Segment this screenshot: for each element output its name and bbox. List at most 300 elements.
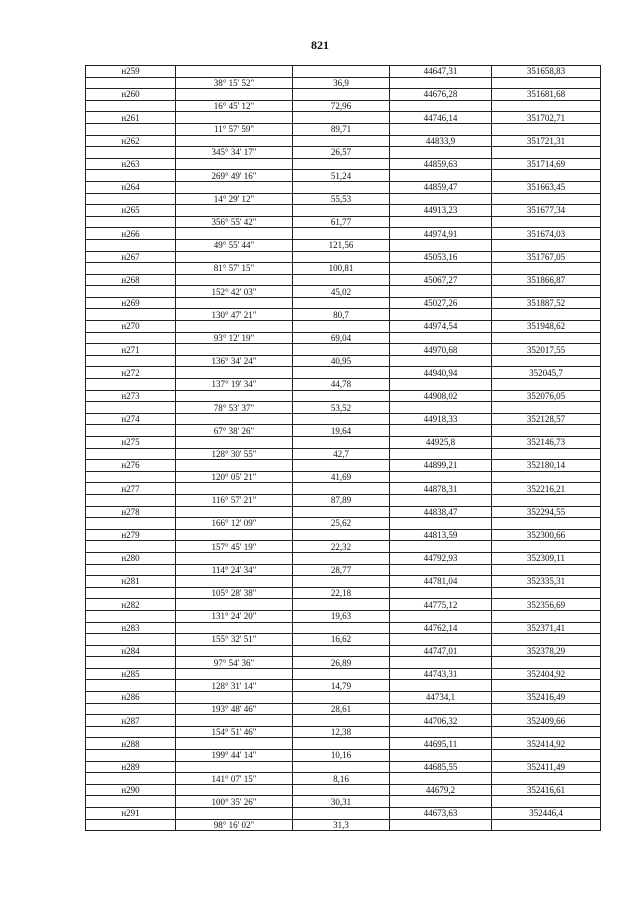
point-x: 45053,16: [390, 251, 492, 263]
segment-angle: 120° 05' 21": [176, 471, 293, 483]
coordinates-table: [85, 65, 601, 831]
empty-name-cell: [86, 286, 176, 298]
empty-name-cell: [86, 819, 176, 831]
empty-name-cell: [86, 634, 176, 646]
empty-name-cell: [86, 77, 176, 89]
empty-y-cell: [492, 471, 601, 483]
empty-name-cell: [86, 379, 176, 391]
empty-name-cell: [86, 587, 176, 599]
point-x: 45027,26: [390, 297, 492, 309]
segment-row: [86, 77, 601, 89]
empty-x-cell: [390, 494, 492, 506]
empty-x-cell: [390, 796, 492, 808]
segment-length: 22,18: [293, 587, 390, 599]
empty-length-cell: [293, 89, 390, 101]
empty-angle-cell: [176, 738, 293, 750]
segment-angle: 136° 34' 24": [176, 355, 293, 367]
segment-length: 72,96: [293, 100, 390, 112]
empty-length-cell: [293, 66, 390, 78]
point-row: [86, 761, 601, 773]
empty-x-cell: [390, 425, 492, 437]
point-y: 352414,92: [492, 738, 601, 750]
empty-length-cell: [293, 483, 390, 495]
empty-y-cell: [492, 726, 601, 738]
point-x: 44970,68: [390, 344, 492, 356]
empty-y-cell: [492, 819, 601, 831]
empty-y-cell: [492, 494, 601, 506]
empty-x-cell: [390, 123, 492, 135]
point-row: [86, 437, 601, 449]
point-x: 44746,14: [390, 112, 492, 124]
point-y: 352416,49: [492, 692, 601, 704]
point-row: [86, 576, 601, 588]
point-y: 351866,87: [492, 274, 601, 286]
point-y: 351681,68: [492, 89, 601, 101]
segment-length: 40,95: [293, 355, 390, 367]
empty-y-cell: [492, 309, 601, 321]
point-x: 44859,63: [390, 158, 492, 170]
empty-length-cell: [293, 367, 390, 379]
empty-name-cell: [86, 541, 176, 553]
empty-name-cell: [86, 703, 176, 715]
empty-x-cell: [390, 750, 492, 762]
segment-length: 121,56: [293, 239, 390, 251]
empty-angle-cell: [176, 645, 293, 657]
coordinates-table-body: [86, 66, 601, 831]
empty-length-cell: [293, 390, 390, 402]
segment-angle: 98° 16' 02": [176, 819, 293, 831]
empty-x-cell: [390, 773, 492, 785]
empty-y-cell: [492, 634, 601, 646]
segment-angle: 193° 48' 46": [176, 703, 293, 715]
point-name: н290: [86, 784, 176, 796]
empty-y-cell: [492, 193, 601, 205]
segment-angle: 157° 45' 19": [176, 541, 293, 553]
segment-row: [86, 355, 601, 367]
empty-length-cell: [293, 135, 390, 147]
point-y: 352356,69: [492, 599, 601, 611]
point-y: 351721,31: [492, 135, 601, 147]
empty-name-cell: [86, 494, 176, 506]
segment-length: 44,78: [293, 379, 390, 391]
point-name: н264: [86, 181, 176, 193]
empty-y-cell: [492, 286, 601, 298]
segment-length: 30,31: [293, 796, 390, 808]
empty-angle-cell: [176, 112, 293, 124]
point-y: 352416,61: [492, 784, 601, 796]
empty-length-cell: [293, 413, 390, 425]
empty-angle-cell: [176, 135, 293, 147]
point-row: [86, 715, 601, 727]
segment-row: [86, 634, 601, 646]
segment-row: [86, 494, 601, 506]
empty-length-cell: [293, 784, 390, 796]
empty-x-cell: [390, 471, 492, 483]
segment-angle: 16° 45' 12": [176, 100, 293, 112]
segment-row: [86, 587, 601, 599]
empty-name-cell: [86, 123, 176, 135]
point-x: 44747,01: [390, 645, 492, 657]
point-row: [86, 112, 601, 124]
point-row: [86, 692, 601, 704]
empty-length-cell: [293, 692, 390, 704]
empty-angle-cell: [176, 413, 293, 425]
segment-length: 80,7: [293, 309, 390, 321]
point-x: 44695,11: [390, 738, 492, 750]
empty-angle-cell: [176, 784, 293, 796]
point-row: [86, 784, 601, 796]
point-name: н265: [86, 205, 176, 217]
empty-length-cell: [293, 715, 390, 727]
point-row: [86, 599, 601, 611]
segment-length: 26,89: [293, 657, 390, 669]
segment-length: 8,16: [293, 773, 390, 785]
point-name: н283: [86, 622, 176, 634]
empty-length-cell: [293, 181, 390, 193]
point-x: 44899,21: [390, 460, 492, 472]
point-name: н262: [86, 135, 176, 147]
segment-length: 51,24: [293, 170, 390, 182]
point-y: 352378,29: [492, 645, 601, 657]
point-x: 44908,02: [390, 390, 492, 402]
empty-length-cell: [293, 576, 390, 588]
empty-length-cell: [293, 344, 390, 356]
empty-x-cell: [390, 170, 492, 182]
empty-angle-cell: [176, 390, 293, 402]
point-y: 352309,11: [492, 552, 601, 564]
empty-name-cell: [86, 170, 176, 182]
point-y: 351948,62: [492, 321, 601, 333]
empty-angle-cell: [176, 181, 293, 193]
segment-angle: 141° 07' 15": [176, 773, 293, 785]
segment-row: [86, 170, 601, 182]
point-y: 352216,21: [492, 483, 601, 495]
segment-angle: 152° 42' 03": [176, 286, 293, 298]
point-x: 44792,93: [390, 552, 492, 564]
empty-angle-cell: [176, 228, 293, 240]
empty-length-cell: [293, 738, 390, 750]
point-name: н279: [86, 529, 176, 541]
segment-angle: 93° 12' 19": [176, 332, 293, 344]
segment-angle: 356° 55' 42": [176, 216, 293, 228]
empty-y-cell: [492, 773, 601, 785]
segment-length: 26,57: [293, 147, 390, 159]
empty-length-cell: [293, 437, 390, 449]
point-y: 352404,92: [492, 668, 601, 680]
empty-name-cell: [86, 309, 176, 321]
empty-y-cell: [492, 448, 601, 460]
segment-length: 45,02: [293, 286, 390, 298]
point-x: 44925,8: [390, 437, 492, 449]
point-name: н285: [86, 668, 176, 680]
point-x: 44775,12: [390, 599, 492, 611]
point-row: [86, 89, 601, 101]
empty-name-cell: [86, 471, 176, 483]
empty-angle-cell: [176, 692, 293, 704]
empty-x-cell: [390, 239, 492, 251]
empty-y-cell: [492, 610, 601, 622]
point-name: н278: [86, 506, 176, 518]
point-x: 44878,31: [390, 483, 492, 495]
point-y: 352411,49: [492, 761, 601, 773]
empty-x-cell: [390, 587, 492, 599]
empty-x-cell: [390, 309, 492, 321]
point-row: [86, 367, 601, 379]
segment-length: 19,63: [293, 610, 390, 622]
point-name: н271: [86, 344, 176, 356]
empty-name-cell: [86, 657, 176, 669]
point-x: 44918,33: [390, 413, 492, 425]
point-name: н263: [86, 158, 176, 170]
empty-y-cell: [492, 402, 601, 414]
empty-name-cell: [86, 216, 176, 228]
empty-length-cell: [293, 112, 390, 124]
empty-y-cell: [492, 657, 601, 669]
segment-row: [86, 425, 601, 437]
point-y: 352045,7: [492, 367, 601, 379]
point-name: н261: [86, 112, 176, 124]
empty-name-cell: [86, 402, 176, 414]
empty-x-cell: [390, 332, 492, 344]
point-x: 44706,32: [390, 715, 492, 727]
empty-name-cell: [86, 239, 176, 251]
empty-x-cell: [390, 726, 492, 738]
empty-y-cell: [492, 170, 601, 182]
point-y: 351674,03: [492, 228, 601, 240]
segment-row: [86, 263, 601, 275]
point-x: 45067,27: [390, 274, 492, 286]
segment-row: [86, 286, 601, 298]
point-x: 44676,28: [390, 89, 492, 101]
empty-name-cell: [86, 680, 176, 692]
empty-name-cell: [86, 726, 176, 738]
segment-angle: 116° 57' 21": [176, 494, 293, 506]
point-name: н270: [86, 321, 176, 333]
point-row: [86, 297, 601, 309]
point-row: [86, 228, 601, 240]
point-name: н287: [86, 715, 176, 727]
empty-angle-cell: [176, 274, 293, 286]
empty-y-cell: [492, 703, 601, 715]
point-y: 351714,69: [492, 158, 601, 170]
segment-row: [86, 239, 601, 251]
point-row: [86, 506, 601, 518]
point-y: 351702,71: [492, 112, 601, 124]
empty-x-cell: [390, 100, 492, 112]
segment-angle: 154° 51' 46": [176, 726, 293, 738]
empty-angle-cell: [176, 622, 293, 634]
empty-x-cell: [390, 402, 492, 414]
segment-row: [86, 309, 601, 321]
empty-x-cell: [390, 634, 492, 646]
empty-angle-cell: [176, 599, 293, 611]
segment-row: [86, 147, 601, 159]
empty-name-cell: [86, 610, 176, 622]
point-x: 44679,2: [390, 784, 492, 796]
empty-length-cell: [293, 529, 390, 541]
empty-x-cell: [390, 147, 492, 159]
empty-x-cell: [390, 448, 492, 460]
empty-y-cell: [492, 425, 601, 437]
segment-length: 42,7: [293, 448, 390, 460]
empty-y-cell: [492, 680, 601, 692]
point-row: [86, 66, 601, 78]
empty-name-cell: [86, 147, 176, 159]
segment-row: [86, 100, 601, 112]
empty-angle-cell: [176, 715, 293, 727]
point-row: [86, 390, 601, 402]
point-y: 351663,45: [492, 181, 601, 193]
point-row: [86, 483, 601, 495]
point-name: н268: [86, 274, 176, 286]
empty-length-cell: [293, 808, 390, 820]
point-row: [86, 181, 601, 193]
segment-length: 22,32: [293, 541, 390, 553]
point-name: н269: [86, 297, 176, 309]
segment-angle: 81° 57' 15": [176, 263, 293, 275]
point-name: н272: [86, 367, 176, 379]
segment-angle: 128° 30' 55": [176, 448, 293, 460]
empty-angle-cell: [176, 344, 293, 356]
point-name: н267: [86, 251, 176, 263]
point-name: н289: [86, 761, 176, 773]
segment-angle: 114° 24' 34": [176, 564, 293, 576]
empty-y-cell: [492, 750, 601, 762]
point-name: н291: [86, 808, 176, 820]
segment-length: 69,04: [293, 332, 390, 344]
point-y: 352335,31: [492, 576, 601, 588]
empty-y-cell: [492, 379, 601, 391]
empty-x-cell: [390, 819, 492, 831]
empty-angle-cell: [176, 808, 293, 820]
segment-angle: 345° 34' 17": [176, 147, 293, 159]
segment-row: [86, 193, 601, 205]
segment-row: [86, 518, 601, 530]
empty-length-cell: [293, 251, 390, 263]
empty-angle-cell: [176, 89, 293, 101]
point-name: н286: [86, 692, 176, 704]
point-name: н284: [86, 645, 176, 657]
empty-name-cell: [86, 448, 176, 460]
segment-row: [86, 726, 601, 738]
empty-x-cell: [390, 541, 492, 553]
empty-x-cell: [390, 610, 492, 622]
empty-length-cell: [293, 599, 390, 611]
point-y: 351887,52: [492, 297, 601, 309]
empty-y-cell: [492, 564, 601, 576]
empty-x-cell: [390, 657, 492, 669]
segment-angle: 67° 38' 26": [176, 425, 293, 437]
empty-name-cell: [86, 750, 176, 762]
point-name: н266: [86, 228, 176, 240]
segment-row: [86, 541, 601, 553]
empty-name-cell: [86, 355, 176, 367]
point-name: н277: [86, 483, 176, 495]
point-x: 44813,59: [390, 529, 492, 541]
point-row: [86, 808, 601, 820]
empty-angle-cell: [176, 297, 293, 309]
segment-angle: 166° 12' 09": [176, 518, 293, 530]
point-row: [86, 413, 601, 425]
point-name: н273: [86, 390, 176, 402]
empty-angle-cell: [176, 761, 293, 773]
empty-x-cell: [390, 77, 492, 89]
point-name: н276: [86, 460, 176, 472]
point-row: [86, 529, 601, 541]
empty-angle-cell: [176, 483, 293, 495]
point-y: 352017,55: [492, 344, 601, 356]
segment-length: 87,89: [293, 494, 390, 506]
empty-name-cell: [86, 193, 176, 205]
empty-name-cell: [86, 796, 176, 808]
empty-x-cell: [390, 216, 492, 228]
segment-row: [86, 819, 601, 831]
empty-length-cell: [293, 460, 390, 472]
segment-length: 55,53: [293, 193, 390, 205]
segment-row: [86, 471, 601, 483]
empty-x-cell: [390, 286, 492, 298]
segment-row: [86, 216, 601, 228]
point-y: 352446,4: [492, 808, 601, 820]
segment-length: 31,3: [293, 819, 390, 831]
point-x: 44859,47: [390, 181, 492, 193]
empty-name-cell: [86, 100, 176, 112]
empty-angle-cell: [176, 321, 293, 333]
empty-x-cell: [390, 680, 492, 692]
point-x: 44838,47: [390, 506, 492, 518]
empty-y-cell: [492, 587, 601, 599]
point-x: 44974,54: [390, 321, 492, 333]
point-row: [86, 460, 601, 472]
segment-angle: 38° 15' 52": [176, 77, 293, 89]
point-x: 44734,1: [390, 692, 492, 704]
point-y: 352180,14: [492, 460, 601, 472]
point-y: 352128,57: [492, 413, 601, 425]
point-x: 44762,14: [390, 622, 492, 634]
segment-length: 10,16: [293, 750, 390, 762]
empty-name-cell: [86, 425, 176, 437]
empty-angle-cell: [176, 367, 293, 379]
empty-length-cell: [293, 668, 390, 680]
empty-name-cell: [86, 332, 176, 344]
segment-length: 25,62: [293, 518, 390, 530]
segment-angle: 105° 28' 38": [176, 587, 293, 599]
point-name: н282: [86, 599, 176, 611]
empty-length-cell: [293, 761, 390, 773]
segment-length: 28,77: [293, 564, 390, 576]
empty-angle-cell: [176, 437, 293, 449]
segment-angle: 14° 29' 12": [176, 193, 293, 205]
segment-row: [86, 123, 601, 135]
empty-x-cell: [390, 263, 492, 275]
empty-length-cell: [293, 274, 390, 286]
empty-x-cell: [390, 355, 492, 367]
segment-length: 16,62: [293, 634, 390, 646]
empty-y-cell: [492, 263, 601, 275]
segment-row: [86, 703, 601, 715]
empty-y-cell: [492, 541, 601, 553]
point-row: [86, 135, 601, 147]
empty-y-cell: [492, 100, 601, 112]
point-x: 44940,94: [390, 367, 492, 379]
point-y: 352294,55: [492, 506, 601, 518]
empty-name-cell: [86, 773, 176, 785]
point-y: 352371,41: [492, 622, 601, 634]
point-name: н275: [86, 437, 176, 449]
empty-y-cell: [492, 123, 601, 135]
segment-angle: 128° 31' 14": [176, 680, 293, 692]
segment-length: 28,61: [293, 703, 390, 715]
